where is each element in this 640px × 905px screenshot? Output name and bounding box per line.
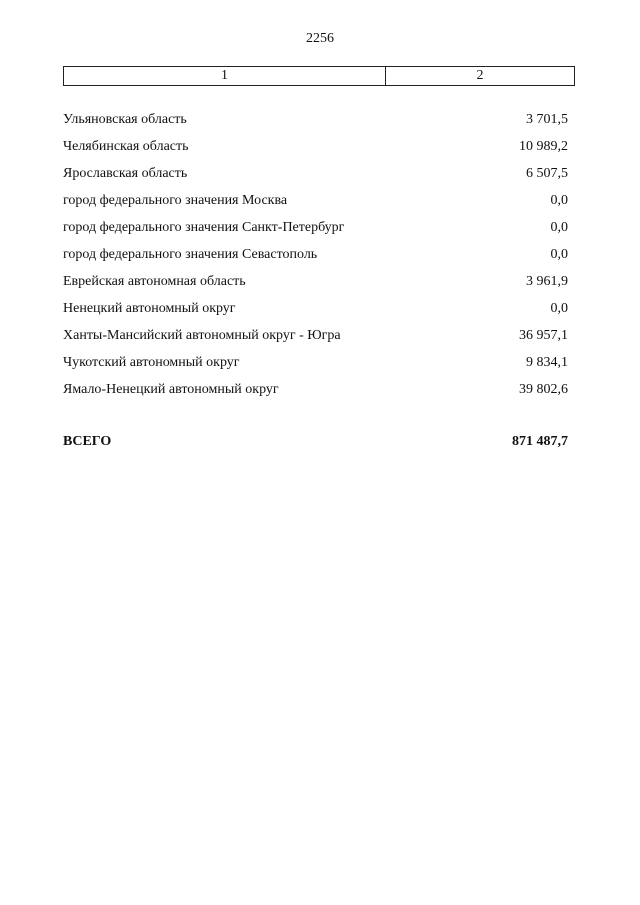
row-value: 0,0 bbox=[550, 220, 568, 235]
table-row bbox=[63, 216, 568, 243]
table-row bbox=[63, 108, 568, 135]
row-name: Челябинская область bbox=[63, 139, 189, 154]
row-name: Ярославская область bbox=[63, 166, 188, 181]
row-name: Чукотский автономный округ bbox=[63, 355, 240, 370]
table-row bbox=[63, 351, 568, 378]
total-label: ВСЕГО bbox=[63, 434, 112, 449]
page-number: 2256 bbox=[306, 31, 334, 46]
table-header bbox=[63, 66, 575, 86]
row-name: Ямало-Ненецкий автономный округ bbox=[63, 382, 279, 397]
row-name: город федерального значения Москва bbox=[63, 193, 288, 208]
row-value: 36 957,1 bbox=[519, 328, 568, 343]
table-row bbox=[63, 243, 568, 270]
row-value: 0,0 bbox=[550, 301, 568, 316]
table-row bbox=[63, 270, 568, 297]
column-header-2: 2 bbox=[476, 68, 484, 83]
row-value: 9 834,1 bbox=[526, 355, 568, 370]
total-value: 871 487,7 bbox=[512, 434, 568, 449]
row-name: город федерального значения Севастополь bbox=[63, 247, 318, 262]
row-name: город федерального значения Санкт-Петербург bbox=[63, 220, 345, 235]
row-name: Ханты-Мансийский автономный округ - Югра bbox=[63, 328, 341, 343]
table-row bbox=[63, 378, 568, 405]
row-value: 3 701,5 bbox=[526, 112, 568, 127]
row-name: Еврейская автономная область bbox=[63, 274, 246, 289]
table-row bbox=[63, 297, 568, 324]
row-name: Ульяновская область bbox=[63, 112, 187, 127]
table-row bbox=[63, 135, 568, 162]
row-value: 3 961,9 bbox=[526, 274, 568, 289]
table-row bbox=[63, 162, 568, 189]
row-value: 6 507,5 bbox=[526, 166, 568, 181]
table-row bbox=[63, 189, 568, 216]
table-body bbox=[63, 108, 568, 405]
total-row bbox=[63, 434, 568, 450]
row-value: 0,0 bbox=[550, 193, 568, 208]
row-value: 0,0 bbox=[550, 247, 568, 262]
row-value: 10 989,2 bbox=[519, 139, 568, 154]
row-name: Ненецкий автономный округ bbox=[63, 301, 236, 316]
column-header-1: 1 bbox=[64, 67, 386, 85]
table-row bbox=[63, 324, 568, 351]
row-value: 39 802,6 bbox=[519, 382, 568, 397]
